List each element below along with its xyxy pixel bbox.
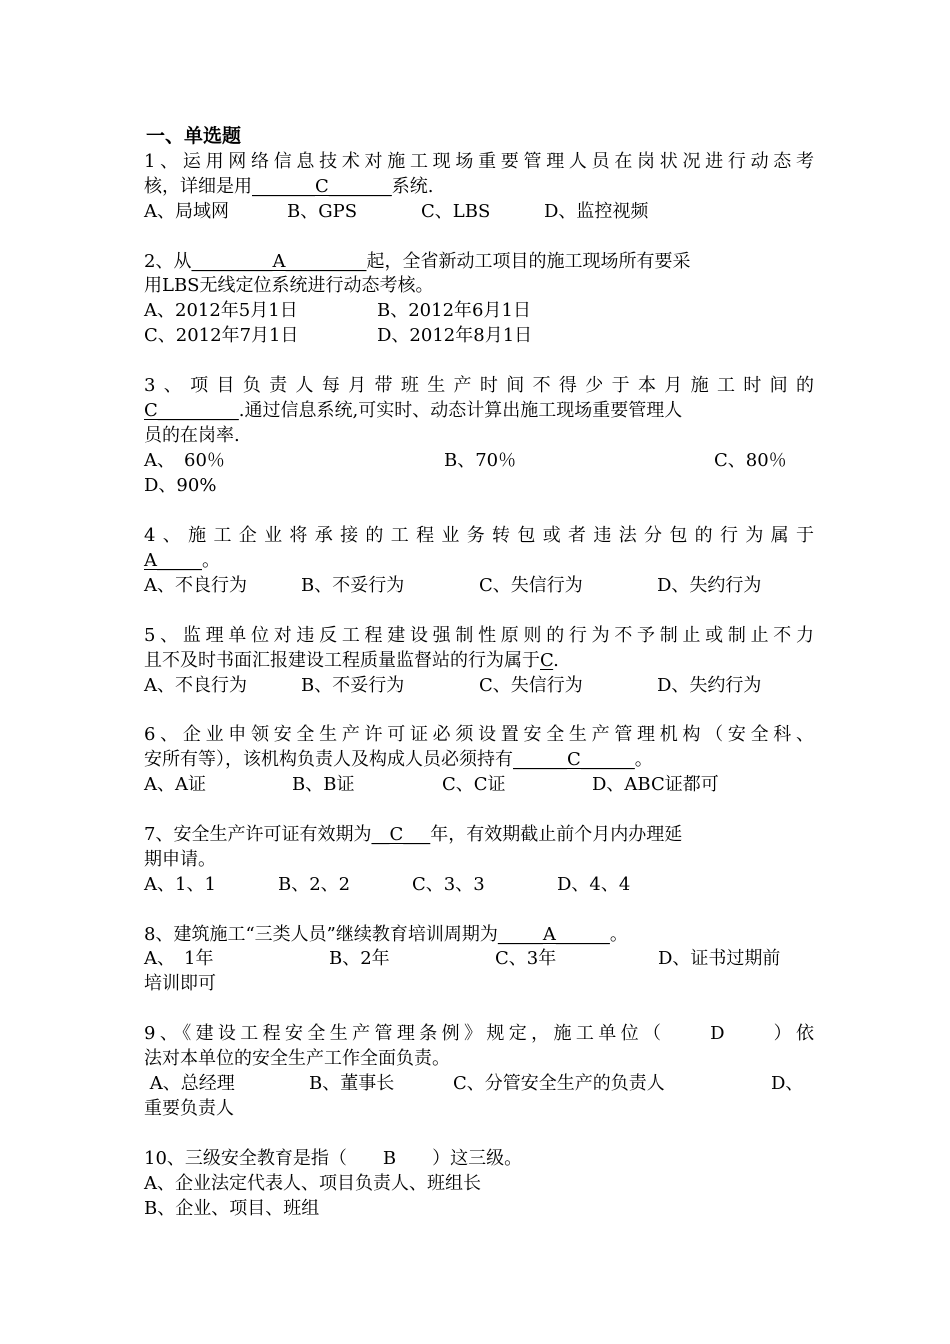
question-text: 1、运用网络信息技术对施工现场重要管理人员在岗状况进行动态考 [144, 151, 814, 172]
option-c: C、3、3 [412, 874, 485, 895]
question-text: 10、三级安全教育是指（ B ）这三级。 [144, 1148, 523, 1169]
option-d-continued: 培训即可 [144, 973, 216, 994]
options-row [144, 674, 814, 698]
option-d: D、监控视频 [544, 201, 649, 222]
options-row [144, 449, 814, 473]
option-b: B、不妥行为 [301, 575, 405, 596]
section-heading: 一、单选题 [146, 125, 242, 147]
options-row [144, 324, 814, 348]
option-c: C、失信行为 [479, 675, 583, 696]
option-d: D、90% [144, 475, 217, 496]
options-row [144, 773, 814, 797]
question-text: 员的在岗率. [144, 425, 240, 446]
options-row [144, 574, 814, 598]
option-d: D、ABC证都可 [592, 774, 719, 795]
option-b: B、企业、项目、班组 [144, 1198, 320, 1219]
question-text: 4、施工企业将承接的工程业务转包或者违法分包的行为属于 [144, 525, 814, 546]
options-row [144, 200, 814, 224]
question-text: 期申请。 [144, 849, 216, 870]
option-b: B、董事长 [309, 1073, 395, 1094]
option-d-continued: 重要负责人 [144, 1098, 234, 1119]
option-a: A、局域网 [144, 201, 229, 222]
options-row [144, 873, 814, 897]
answer-blank: A_____ [144, 550, 202, 571]
answer-blank: _______C_______ [252, 176, 392, 197]
question-text: 用LBS无线定位系统进行动态考核。 [144, 275, 434, 296]
option-a: A、A证 [144, 774, 206, 795]
option-b: B、2年 [329, 948, 390, 969]
option-c: C、失信行为 [479, 575, 583, 596]
option-a: A、企业法定代表人、项目负责人、班组长 [144, 1173, 481, 1194]
options-row [144, 1072, 814, 1096]
option-a: A、总经理 [144, 1073, 235, 1094]
option-a: A、 60％ [144, 450, 225, 471]
options-row [144, 299, 814, 323]
question-text: 5、监理单位对违反工程建设强制性原则的行为不予制止或制止不力 [144, 625, 814, 646]
option-a: A、不良行为 [144, 575, 247, 596]
question-text: 3、项目负责人每月带班生产时间不得少于本月施工时间的 [144, 375, 814, 396]
option-b: B、GPS [287, 201, 358, 222]
question-text-line: 7、安全生产许可证有效期为__C___年，有效期截止前个月内办理延 [144, 824, 683, 845]
option-d: D、失约行为 [657, 575, 762, 596]
option-d: D、2012年8月1日 [377, 325, 533, 346]
question-text-line: C_________.通过信息系统,可实时、动态计算出施工现场重要管理人 [144, 400, 683, 421]
answer-blank: _________A_________ [191, 251, 367, 272]
question-text: 6、企业申领安全生产许可证必须设置安全生产管理机构（安全科、 [144, 724, 814, 745]
answer-blank: C_________ [144, 400, 239, 421]
option-a: A、1、1 [144, 874, 216, 895]
option-c: C、分管安全生产的负责人 [453, 1073, 665, 1094]
option-b: B、不妥行为 [301, 675, 405, 696]
question-text: 9、《建设工程安全生产管理条例》规定，施工单位（ D ）依 [144, 1023, 814, 1044]
option-c: C、2012年7月1日 [144, 325, 299, 346]
option-a: A、2012年5月1日 [144, 300, 298, 321]
answer-blank: ______C______ [513, 749, 635, 770]
option-d: D、4、4 [557, 874, 631, 895]
options-row [144, 947, 814, 971]
question-text-line: 2、从_________A_________起，全省新动工项目的施工现场所有要采 [144, 251, 691, 272]
option-d: D、失约行为 [657, 675, 762, 696]
question-text-line: 且不及时书面汇报建设工程质量监督站的行为属于C. [144, 650, 559, 671]
option-c: C、C证 [442, 774, 506, 795]
option-d: D、证书过期前 [658, 948, 781, 969]
option-a: A、 1年 [144, 948, 214, 969]
option-b: B、70％ [444, 450, 517, 471]
answer-blank: C [540, 650, 554, 671]
option-d: D、 [771, 1073, 804, 1094]
question-text-line: 安所有等），该机构负责人及构成人员必须持有______C______。 [144, 749, 653, 770]
question-text-line: 8、建筑施工“三类人员”继续教育培训周期为_____A______。 [144, 924, 628, 945]
option-c: C、LBS [421, 201, 491, 222]
option-c: C、80％ [714, 450, 787, 471]
option-b: B、2012年6月1日 [377, 300, 531, 321]
option-a: A、不良行为 [144, 675, 247, 696]
question-text-line: A_____。 [144, 550, 220, 571]
option-c: C、3年 [495, 948, 557, 969]
question-text-line: 核，详细是用_______C_______系统. [144, 176, 434, 197]
question-text: 法对本单位的安全生产工作全面负责。 [144, 1048, 450, 1069]
option-b: B、2、2 [278, 874, 351, 895]
answer-blank: _____A______ [497, 924, 610, 945]
option-b: B、B证 [292, 774, 355, 795]
answer-blank: __C___ [371, 824, 431, 845]
